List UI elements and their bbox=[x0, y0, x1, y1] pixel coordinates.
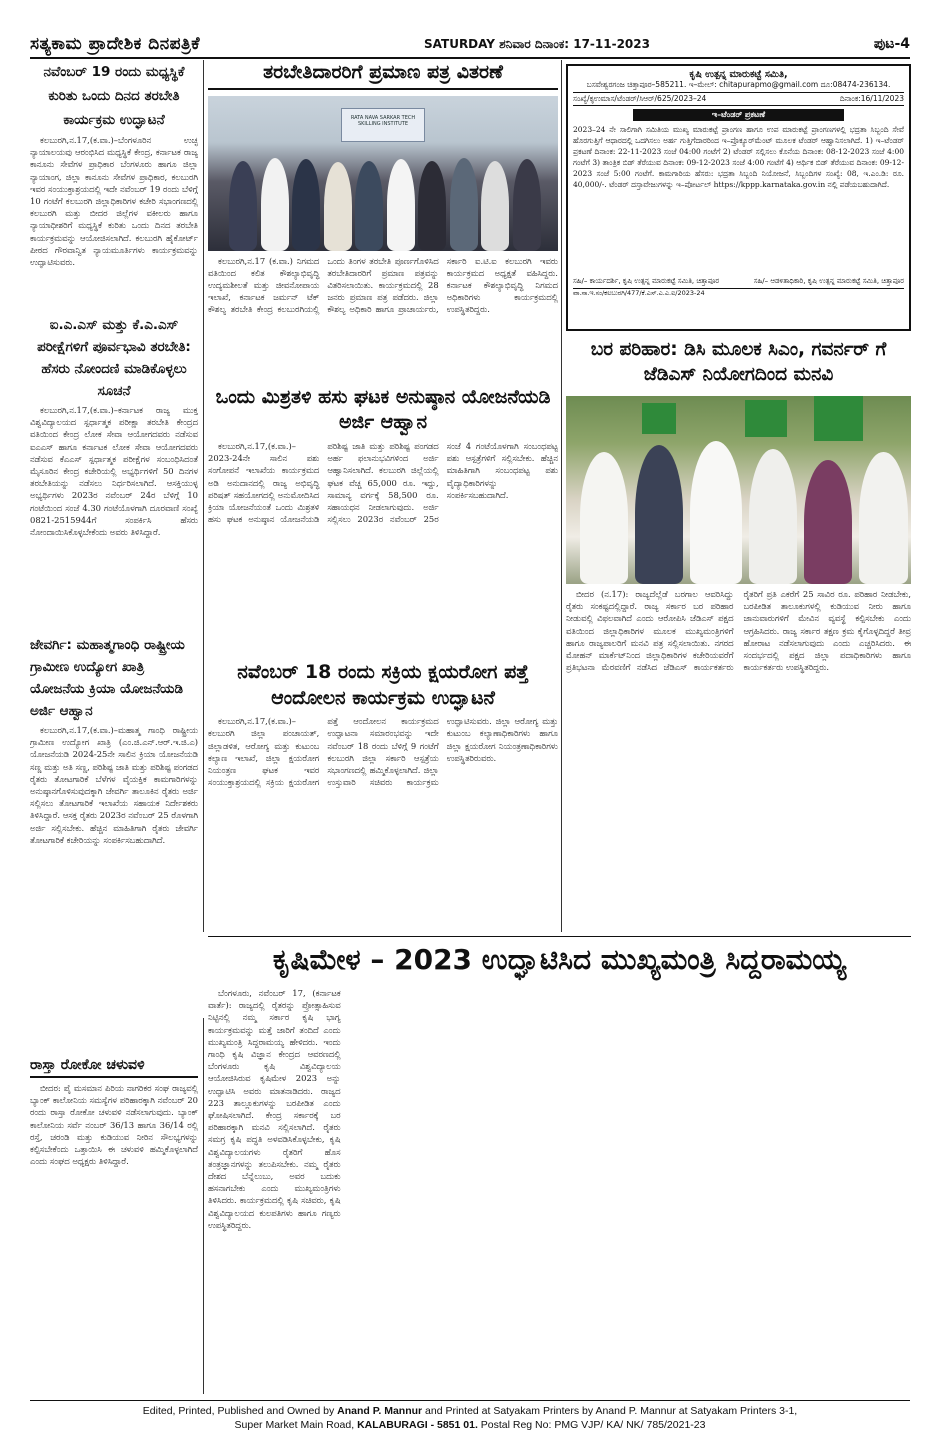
institute-banner bbox=[341, 108, 425, 142]
article-rasta-roko bbox=[30, 1054, 198, 1282]
masthead bbox=[30, 33, 910, 55]
article-body bbox=[208, 987, 911, 1359]
tender-sign-right: ಸಹಿ/– ಆಡಳಿತಾಧಿಕಾರಿ, ಕೃಷಿ ಉತ್ಪನ್ನ ಮಾರುಕಟ್ಟೆ ಸಮಿತಿ, ಚಿತ್ತಾಪೂರ bbox=[753, 277, 904, 285]
publisher-name: Anand P. Mannur bbox=[337, 1405, 423, 1417]
city-pin: KALABURAGI - 5851 01. bbox=[357, 1419, 478, 1431]
banner-text: RATA NAVA SARKAR TECH SKILLING INSTITUTE bbox=[350, 115, 416, 128]
person bbox=[749, 449, 797, 584]
article-body bbox=[30, 134, 198, 306]
headline: ತರಬೇತಿದಾರರಿಗೆ ಪ್ರಮಾಣ ಪತ್ರ ವಿತರಣೆ bbox=[208, 60, 558, 90]
article-body bbox=[30, 1082, 198, 1282]
footer-rule bbox=[30, 1400, 910, 1401]
article-body bbox=[30, 404, 198, 626]
person bbox=[804, 460, 852, 584]
article-body bbox=[566, 588, 911, 932]
headline: ಜೇವರ್ಗಿ: ಮಹಾತ್ಮಗಾಂಧಿ ರಾಷ್ಟ್ರೀಯ ಗ್ರಾಮೀಣ ಉದ್ಯೋಗ ಖಾತ್ರಿ ಯೋಜನೆಯ ಕ್ರಿಯಾ ಯೋಜನೆಯಡಿ ಅರ್ಜಿ ಆಹ್ವಾನ bbox=[30, 637, 185, 719]
column-divider bbox=[203, 60, 204, 932]
paragraph: ಬೀದರ: ಪೈ ಮಸಮಾನ ಪಿರಿಯ ನಾಗರಿಕರ ಸಂಘ ರಾಜ್ಯವಲ್ಲಿ ಬ್ಯಾಂಕ್ ಕಾಲೋನಿಯ ಸಮಸ್ಯೆಗಳ ಪರಿಹಾರಕ್ಕಾಗಿ ನವೆಂಬರ್ 20 ರಂದು ರಾಸ್ತಾ ರೋಕೋ ಚಳುವಳಿ ನಡೆಸಲಾಗುವುದು. ಬ್ಯಾಂಕ್ ಕಾಲೋನಿಯ ಸರ್ವೆ ನಂಬರ್ 36/13 ಹಾಗೂ 36/14 ರಲ್ಲಿ ರಸ್ತೆ, ಚರಂಡಿ ಮತ್ತು ಕುಡಿಯುವ ನೀರಿನ ಸೌಲಭ್ಯಗಳನ್ನು ಕಲ್ಪಿಸಬೇಕೆಂದು ಒತ್ತಾಯಿಸಿ ಈ ಚಳುವಳಿ ಹಮ್ಮಿಕೊಳ್ಳಲಾಗಿದೆ ಎಂದು ಸಂಘದ ಅಧ್ಯಕ್ಷರು ತಿಳಿಸಿದ್ದಾರೆ. bbox=[30, 1083, 198, 1167]
party-flag bbox=[642, 403, 677, 433]
tender-dipr-ref: ವಾ.ಸಾ.ಇ.ಸಂ/ಕಲಬುರಗಿ/477/ಕೆ.ಎಸ್.ಎ.ಎ.ಐ/2023-24 bbox=[573, 288, 904, 298]
paragraph: ಕಲಬುರಗಿ,ನ.17,(ಕ.ವಾ.)–ಬೆಂಗಳೂರಿನ ಉಚ್ಛ ನ್ಯಾಯಾಲಯವು ಆರಂಭಿಸಿದ ಮಧ್ಯಸ್ಥಿಕೆ ಕೇಂದ್ರ, ಕರ್ನಾಟಕ ರಾಜ್ಯ ಕಾನೂನು ಸೇವೆಗಳ ಪ್ರಾಧಿಕಾರ ಬೆಂಗಳೂರು ಹಾಗೂ ಜಿಲ್ಲಾ ನ್ಯಾಯಾಂಗ, ಜಿಲ್ಲಾ ಕಾನೂನು ಸೇವೆಗಳ ಪ್ರಾಧಿಕಾರ, ಕಲಬುರಗಿ ಇವರ ಸಂಯುಕ್ತಾಶ್ರಯದಲ್ಲಿ ಇದೇ ನವೆಂಬರ್ 19 ರಂದು ಬೆಳಿಗ್ಗೆ 10 ಗಂಟೆಗೆ ಕಲಬುರಗಿ ಜಿಲ್ಲಾಧಿಕಾರಿಗಳ ಕಚೇರಿ ಸಭಾಂಗಣದಲ್ಲಿ ಕಲಬುರಗಿ ಮತ್ತು ಬೀದರ ಜಿಲ್ಲೆಗಳ ವಕೀಲರು ಹಾಗೂ ನ್ಯಾಯಾಧೀಶರಿಗೆ ಮಧ್ಯಸ್ಥಿಕೆ ಕುರಿತು ಒಂದು ದಿನದ ತರಬೇತಿ ಕಾರ್ಯಕ್ರಮವನ್ನು ಆಯೋಜಿಸಲಾಗಿದೆ. ಕಲಬುರಗಿ ಹೈಕೋರ್ಟ್ ಪೀಠದ ಗೌರವಾನ್ವಿತ ನ್ಯಾಯಮೂರ್ತಿಗಳು ಕಾರ್ಯಕ್ರಮವನ್ನು ಉದ್ಘಾಟಿಸುವರು. bbox=[30, 135, 198, 268]
article-kisan-training bbox=[30, 60, 198, 306]
paragraph: ಕಲಬುರಗಿ,ನ.17,(ಕ.ವಾ.)–ಕಲಬುರಗಿ ಜಿಲ್ಲಾ ಪಂಚಾಯತ್, ಜಿಲ್ಲಾಡಳಿತ, ಆರೋಗ್ಯ ಮತ್ತು ಕುಟುಂಬ ಕಲ್ಯಾಣ ಇಲಾಖೆ, ಜಿಲ್ಲಾ ಕ್ಷಯರೋಗ ನಿಯಂತ್ರಣ ಘಟಕ ಇವರ ಸಂಯುಕ್ತಾಶ್ರಯದಲ್ಲಿ ಸಕ್ರಿಯ ಕ್ಷಯರೋಗ ಪತ್ತೆ ಆಂದೋಲನ ಕಾರ್ಯಕ್ರಮದ ಉದ್ಘಾಟನಾ ಸಮಾರಂಭವನ್ನು ಇದೇ ನವೆಂಬರ್ 18 ರಂದು ಬೆಳಿಗ್ಗೆ 9 ಗಂಟೆಗೆ ಕಲಬುರಗಿ ಜಿಲ್ಲಾ ಸರ್ಕಾರಿ ಆಸ್ಪತ್ರೆಯ ಸಭಾಂಗಣದಲ್ಲಿ ಹಮ್ಮಿಕೊಳ್ಳಲಾಗಿದೆ. ಜಿಲ್ಲಾ ಉಸ್ತುವಾರಿ ಸಚಿವರು ಕಾರ್ಯಕ್ರಮ ಉದ್ಘಾಟಿಸುವರು. ಜಿಲ್ಲಾ ಆರೋಗ್ಯ ಮತ್ತು ಕುಟುಂಬ ಕಲ್ಯಾಣಾಧಿಕಾರಿಗಳು ಹಾಗೂ ಜಿಲ್ಲಾ ಕ್ಷಯರೋಗ ನಿಯಂತ್ರಣಾಧಿಕಾರಿಗಳು ಉಪಸ್ಥಿತರಿರುವರು. bbox=[208, 716, 558, 788]
headline: ಒಂದು ಮಿಶ್ರತಳಿ ಹಸು ಘಟಕ ಅನುಷ್ಠಾನ ಯೋಜನೆಯಡಿ ಅರ್ಜಿ ಆಹ್ವಾನ bbox=[215, 385, 551, 434]
paragraph: ಬೀದರ (ನ.17): ರಾಜ್ಯದೆಲ್ಲೆಡೆ ಬರಗಾಲ ಆವರಿಸಿದ್ದು ರೈತರು ಸಂಕಷ್ಟದಲ್ಲಿದ್ದಾರೆ. ರಾಜ್ಯ ಸರ್ಕಾರ ಬರ ಪರಿಹಾರ ನೀಡುವಲ್ಲಿ ವಿಫಲವಾಗಿದೆ ಎಂದು ಆರೋಪಿಸಿ ಜೆಡಿಎಸ್ ಪಕ್ಷದ ವತಿಯಿಂದ ಜಿಲ್ಲಾಧಿಕಾರಿಗಳ ಮೂಲಕ ಮುಖ್ಯಮಂತ್ರಿಗಳಿಗೆ ಹಾಗೂ ರಾಜ್ಯಪಾಲರಿಗೆ ಮನವಿ ಪತ್ರ ಸಲ್ಲಿಸಲಾಯಿತು. ನಗರದ ಮೋಹನ್ ಮಾರ್ಕೆಟ್‌ನಿಂದ ಜಿಲ್ಲಾಧಿಕಾರಿಗಳ ಕಚೇರಿಯವರೆಗೆ ಪ್ರತಿಭಟನಾ ಮೆರವಣಿಗೆ ನಡೆಸಿದ ಜೆಡಿಎಸ್ ಕಾರ್ಯಕರ್ತರು ರೈತರಿಗೆ ಪ್ರತಿ ಎಕರೆಗೆ 25 ಸಾವಿರ ರೂ. ಪರಿಹಾರ ನೀಡಬೇಕು, ಬರಪೀಡಿತ ತಾಲೂಕುಗಳಲ್ಲಿ ಕುಡಿಯುವ ನೀರು ಹಾಗೂ ಜಾನುವಾರುಗಳಿಗೆ ಮೇವಿನ ವ್ಯವಸ್ಥೆ ಕಲ್ಪಿಸಬೇಕು ಎಂದು ಆಗ್ರಹಿಸಿದರು. ರಾಜ್ಯ ಸರ್ಕಾರ ತಕ್ಷಣ ಕ್ರಮ ಕೈಗೊಳ್ಳದಿದ್ದರೆ ತೀವ್ರ ಹೋರಾಟ ನಡೆಸಲಾಗುವುದು ಎಂದು ಎಚ್ಚರಿಸಿದರು. ಈ ಸಂದರ್ಭದಲ್ಲಿ ಪಕ್ಷದ ಜಿಲ್ಲಾ ಪದಾಧಿಕಾರಿಗಳು ಹಾಗೂ ಕಾರ್ಯಕರ್ತರು ಉಪಸ್ಥಿತರಿದ್ದರು. bbox=[566, 588, 911, 673]
tender-title: ಕೃಷಿ ಉತ್ಪನ್ನ ಮಾರುಕಟ್ಟೆ ಸಮಿತಿ, bbox=[689, 69, 788, 80]
paragraph: ಬೆಂಗಳೂರು, ನವೆಂಬರ್ 17, (ಕರ್ನಾಟಕ ವಾರ್ತೆ): ರಾಜ್ಯದಲ್ಲಿ ರೈತರನ್ನು ಪ್ರೋತ್ಸಾಹಿಸುವ ನಿಟ್ಟಿನಲ್ಲಿ ನಮ್ಮ ಸರ್ಕಾರ ಕೃಷಿ ಭಾಗ್ಯ ಕಾರ್ಯಕ್ರಮವನ್ನು ಮತ್ತೆ ಜಾರಿಗೆ ತಂದಿದೆ ಎಂದು ಮುಖ್ಯಮಂತ್ರಿ ಸಿದ್ದರಾಮಯ್ಯ ಹೇಳಿದರು. ಇಂದು ಗಾಂಧಿ ಕೃಷಿ ವಿಜ್ಞಾನ ಕೇಂದ್ರದ ಆವರಣದಲ್ಲಿ ಬೆಂಗಳೂರು ಕೃಷಿ ವಿಶ್ವವಿದ್ಯಾಲಯ ಆಯೋಜಿಸಿರುವ ಕೃಷಿಮೇಳ 2023 ಅನ್ನು ಉದ್ಘಾಟಿಸಿ ಅವರು ಮಾತನಾಡಿದರು. ರಾಜ್ಯದ 223 ತಾಲ್ಲೂಕುಗಳನ್ನು ಬರಪೀಡಿತ ಎಂದು ಘೋಷಿಸಲಾಗಿದೆ. ಕೇಂದ್ರ ಸರ್ಕಾರಕ್ಕೆ ಬರ ಪರಿಹಾರಕ್ಕಾಗಿ ಮನವಿ ಸಲ್ಲಿಸಲಾಗಿದೆ. ರೈತರು ಸಮಗ್ರ ಕೃಷಿ ಪದ್ಧತಿ ಅಳವಡಿಸಿಕೊಳ್ಳಬೇಕು, ಕೃಷಿ ವಿಶ್ವವಿದ್ಯಾಲಯಗಳು ರೈತರಿಗೆ ಹೊಸ ತಂತ್ರಜ್ಞಾನಗಳನ್ನು ತಲುಪಿಸಬೇಕು. ನಮ್ಮ ರೈತರು ದೇಶದ ಬೆನ್ನೆಲುಬು, ಅವರ ಬದುಕು ಹಸನಾಗಬೇಕು ಎಂದು ಮುಖ್ಯಮಂತ್ರಿಗಳು ತಿಳಿಸಿದರು. ಕಾರ್ಯಕ್ರಮದಲ್ಲಿ ಕೃಷಿ ಸಚಿವರು, ಕೃಷಿ ವಿಶ್ವವಿದ್ಯಾಲಯದ ಕುಲಪತಿಗಳು ಹಾಗೂ ಗಣ್ಯರು ಉಪಸ್ಥಿತರಿದ್ದರು. bbox=[208, 988, 341, 1230]
person bbox=[387, 159, 415, 250]
imprint-text: and Printed at Satyakam Printers by Anand P. Mannur at Satyakam Printers 3-1, bbox=[422, 1405, 798, 1417]
tender-notice bbox=[566, 64, 911, 331]
article-body bbox=[208, 715, 558, 915]
tender-ref-no: ಸಂಖ್ಯೆ/ಕೃಉಮಾಸ/ಟೆಂಡರ್/ಸಿಆರ್/625/2023–24 bbox=[573, 94, 707, 103]
headline: ನವೆಂಬರ್ 19 ರಂದು ಮಧ್ಯಸ್ಥಿಕೆ ಕುರಿತು ಒಂದು ದಿನದ ತರಬೇತಿ ಕಾರ್ಯಕ್ರಮ ಉದ್ಘಾಟನೆ bbox=[43, 64, 185, 128]
person bbox=[859, 452, 907, 584]
paragraph: ಕಲಬುರಗಿ,ನ.17,(ಕ.ವಾ.)–2023-24ನೇ ಸಾಲಿನ ಪಶು ಸಂಗೋಪನೆ ಇಲಾಖೆಯ ಕಾರ್ಯಕ್ರಮದ ಅಡಿ ಅನುದಾನದಲ್ಲಿ ರಾಜ್ಯ ಅಭಿವೃದ್ಧಿ ಪರಿಷತ್ ಸಹಯೋಗದಲ್ಲಿ ಅನುಮೋದಿಸಿದ ಕ್ರಿಯಾ ಯೋಜನೆಯಂತೆ ಒಂದು ಮಿಶ್ರತಳಿ ಹಸು ಘಟಕ ಅನುಷ್ಠಾನ ಯೋಜನೆಯಡಿ ಪರಿಶಿಷ್ಟ ಜಾತಿ ಮತ್ತು ಪರಿಶಿಷ್ಟ ಪಂಗಡದ ಅರ್ಹ ಫಲಾನುಭವಿಗಳಿಂದ ಅರ್ಜಿ ಆಹ್ವಾನಿಸಲಾಗಿದೆ. ಕಲಬುರಗಿ ಜಿಲ್ಲೆಯಲ್ಲಿ ಘಟಕ ವೆಚ್ಚ 65,000 ರೂ. ಇದ್ದು, ಸಾಮಾನ್ಯ ವರ್ಗಕ್ಕೆ 58,500 ರೂ. ಸಹಾಯಧನ ನೀಡಲಾಗುವುದು. ಅರ್ಜಿ ಸಲ್ಲಿಸಲು 2023ರ ನವೆಂಬರ್ 25ರ ಸಂಜೆ 4 ಗಂಟೆಯೊಳಗಾಗಿ ಸಂಬಂಧಪಟ್ಟ ಪಶು ಆಸ್ಪತ್ರೆಗಳಿಗೆ ಸಲ್ಲಿಸಬೇಕು. ಹೆಚ್ಚಿನ ಮಾಹಿತಿಗಾಗಿ ಸಂಬಂಧಪಟ್ಟ ಪಶು ವೈದ್ಯಾಧಿಕಾರಿಗಳನ್ನು ಸಂಪರ್ಕಿಸಬಹುದಾಗಿದೆ. bbox=[208, 440, 558, 525]
person bbox=[580, 452, 628, 584]
column-divider bbox=[203, 1018, 204, 1394]
article-krishimela bbox=[208, 942, 911, 1397]
person bbox=[450, 158, 478, 251]
column-divider bbox=[561, 60, 562, 932]
tender-sign-left: ಸಹಿ/– ಕಾರ್ಯದರ್ಶಿ, ಕೃಷಿ ಉತ್ಪನ್ನ ಮಾರುಕಟ್ಟೆ ಸಮಿತಿ, ಚಿತ್ತಾಪೂರ bbox=[573, 277, 720, 285]
article-ias-kas bbox=[30, 314, 198, 626]
middle-column bbox=[208, 60, 558, 930]
person bbox=[292, 159, 320, 250]
masthead-rule bbox=[30, 57, 910, 59]
person bbox=[481, 161, 509, 251]
tender-signatures bbox=[573, 277, 904, 286]
person bbox=[513, 159, 541, 250]
headline: ರಾಸ್ತಾ ರೋಕೋ ಚಳುವಳಿ bbox=[30, 1054, 198, 1078]
person bbox=[690, 441, 742, 584]
imprint-text: Edited, Printed, Published and Owned by bbox=[142, 1405, 338, 1417]
tender-ref-row bbox=[573, 92, 904, 106]
tender-body: 2023–24 ನೇ ಸಾಲಿಗಾಗಿ ಸಮಿತಿಯ ಮುಖ್ಯ ಮಾರುಕಟ್ಟೆ ಪ್ರಾಂಗಣ ಹಾಗೂ ಉಪ ಮಾರುಕಟ್ಟೆ ಪ್ರಾಂಗಣಗಳಲ್ಲಿ ಭದ್ರತಾ ಸಿಬ್ಬಂದಿ ಸೇವೆ ಹೊರಗುತ್ತಿಗೆ ಆಧಾರದಲ್ಲಿ ಒದಗಿಸಲು ಅರ್ಹ ಗುತ್ತಿಗೆದಾರರಿಂದ ಇ–ಪ್ರೊಕ್ಯೂರ್‌ಮೆಂಟ್ ಮೂಲಕ ಟೆಂಡರ್ ಆಹ್ವಾನಿಸಲಾಗಿದೆ. 1) ಇ–ಟೆಂಡರ್ ಪ್ರಕಟಣೆ ದಿನಾಂಕ: 22-11-2023 ಸಂಜೆ 04:00 ಗಂಟೆಗೆ 2) ಟೆಂಡರ್ ಸಲ್ಲಿಸಲು ಕೊನೆಯ ದಿನಾಂಕ: 08-12-2023 ಸಂಜೆ 4:00 ಗಂಟೆಗೆ 3) ತಾಂತ್ರಿಕ ಬಿಡ್ ತೆರೆಯುವ ದಿನಾಂಕ: 09-12-2023 ಸಂಜೆ 4:00 ಗಂಟೆಗೆ 4) ಆರ್ಥಿಕ ಬಿಡ್ ತೆರೆಯುವ ದಿನಾಂಕ: 09-12-2023 ಸಂಜೆ 5:00 ಗಂಟೆಗೆ. ಕಾಮಗಾರಿಯ ಹೆಸರು: ಭದ್ರತಾ ಸಿಬ್ಬಂದಿ ನಿಯೋಜನೆ, ಸಿಬ್ಬಂದಿಗಳ ಸಂಖ್ಯೆ: 08, ಇ.ಎಂ.ಡಿ: ರೂ. 40,000/-. ಟೆಂಡರ್ ದಸ್ತಾವೇಜುಗಳನ್ನು ಇ–ಪೋರ್ಟಲ್ https://kppp.karnataka.gov.in ನಲ್ಲಿ ಪಡೆಯಬಹುದಾಗಿದೆ. bbox=[573, 125, 904, 189]
tender-address: ಬಸವೇಶ್ವರಗಂಜ ಚಿತ್ತಾಪೂರ–585211. ಇ–ಮೇಲ್: chitapurapmo@gmail.com ದೂ:08474-236134. bbox=[586, 80, 891, 89]
person bbox=[324, 162, 352, 250]
imprint-text: Super Market Main Road, bbox=[234, 1419, 358, 1431]
article-drought bbox=[566, 338, 911, 932]
imprint-footer bbox=[30, 1404, 910, 1432]
issue-date: SATURDAY ಶನಿವಾರ ದಿನಾಂಕ: 17-11-2023 bbox=[424, 36, 650, 51]
imprint-line-2 bbox=[30, 1418, 910, 1432]
party-flag bbox=[745, 400, 786, 438]
headline: ಕೃಷಿಮೇಳ – 2023 ಉದ್ಘಾಟಿಸಿದ ಮುಖ್ಯಮಂತ್ರಿ ಸಿದ್ದರಾಮಯ್ಯ bbox=[272, 943, 847, 976]
left-column bbox=[30, 60, 198, 1400]
newspaper-name: ಸತ್ಯಕಾಮ ಪ್ರಾದೇಶಿಕ ದಿನಪತ್ರಿಕೆ bbox=[30, 34, 201, 54]
paragraph: ಕಲಬುರಗಿ,ನ.17 (ಕ.ವಾ.) ನಿಗಮದ ವತಿಯಿಂದ ಕಲಿತ ಕೌಶಲ್ಯಾಭಿವೃದ್ಧಿ ಉದ್ಯಮಶೀಲತೆ ಮತ್ತು ಜೀವನೋಪಾಯ ಇಲಾಖೆ, ಕರ್ನಾಟಕ ಜರ್ಮನ್ ಟೆಕ್ ಕೌಶಲ್ಯ ತರಬೇತಿ ಕೇಂದ್ರ ಕಲಬುರಗಿಯಲ್ಲಿ ಒಂದು ತಿಂಗಳ ತರಬೇತಿ ಪೂರ್ಣಗೊಳಿಸಿದ ತರಬೇತಿದಾರರಿಗೆ ಪ್ರಮಾಣ ಪತ್ರವನ್ನು ವಿತರಿಸಲಾಯಿತು. ಕಾರ್ಯಕ್ರಮದಲ್ಲಿ 28 ಜನರು ಪ್ರಮಾಣ ಪತ್ರ ಪಡೆದರು. ಜಿಲ್ಲಾ ಕೌಶಲ್ಯ ಅಧಿಕಾರಿ ಹಾಗೂ ಪ್ರಾಚಾರ್ಯರು, ಸರ್ಕಾರಿ ಐ.ಟಿ.ಐ ಕಲಬುರಗಿ ಇವರು ಕಾರ್ಯಕ್ರಮದ ಅಧ್ಯಕ್ಷತೆ ವಹಿಸಿದ್ದರು. ಕರ್ನಾಟಕ ಕೌಶಲ್ಯಾಭಿವೃದ್ಧಿ ನಿಗಮದ ಅಧಿಕಾರಿಗಳು ಕಾರ್ಯಕ್ರಮದಲ್ಲಿ ಉಪಸ್ಥಿತರಿದ್ದರು. bbox=[208, 255, 558, 315]
certificate-ceremony-photo bbox=[208, 96, 558, 251]
person bbox=[261, 158, 289, 251]
postal-reg: Postal Reg No: PMG VJP/ KA/ NK/ 785/2021-23 bbox=[477, 1419, 706, 1431]
article-nrega bbox=[30, 634, 198, 1044]
paragraph: ಕಲಬುರಗಿ,ನ.17,(ಕ.ವಾ.)–ಕರ್ನಾಟಕ ರಾಜ್ಯ ಮುಕ್ತ ವಿಶ್ವವಿದ್ಯಾಲಯದ ಸ್ಪರ್ಧಾತ್ಮಕ ಪರೀಕ್ಷಾ ತರಬೇತಿ ಕೇಂದ್ರದ ವತಿಯಿಂದ ಕೇಂದ್ರ ಲೋಕ ಸೇವಾ ಆಯೋಗದವರು ನಡೆಸುವ ಐಎಎಸ್ ಹಾಗೂ ಕರ್ನಾಟಕ ಲೋಕ ಸೇವಾ ಆಯೋಗದವರು ನಡೆಸುವ ಕೆಎಎಸ್ ಸ್ಪರ್ಧಾತ್ಮಕ ಪರೀಕ್ಷೆಗಳ ಸಂಬಂಧಿಸಿದಂತೆ ಮೈಸೂರಿನ ಕೇಂದ್ರ ಕಚೇರಿಯಲ್ಲಿ ಅಭ್ಯರ್ಥಿಗಳಿಗೆ 50 ದಿನಗಳ ತರಬೇತಿಯನ್ನು ನಡೆಸಲು ನಿರ್ಧರಿಸಲಾಗಿದೆ. ಆಸಕ್ತಿಯುಳ್ಳ ಅಭ್ಯರ್ಥಿಗಳು 2023ರ ನವೆಂಬರ್ 24ರ ಬೆಳಿಗ್ಗೆ 10 ಗಂಟೆಯಿಂದ ಸಂಜೆ 4.30 ಗಂಟೆಯೊಳಗಾಗಿ ದೂರವಾಣಿ ಸಂಖ್ಯೆ 0821-2515944ಗೆ ಸಂಪರ್ಕಿಸಿ ಹೆಸರು ನೋಂದಾಯಿಸಿಕೊಳ್ಳಬೇಕೆಂದು ಅವರು ತಿಳಿಸಿದ್ದಾರೆ. bbox=[30, 405, 198, 538]
section-rule bbox=[208, 936, 911, 937]
person bbox=[229, 161, 257, 251]
person bbox=[355, 161, 383, 251]
person bbox=[418, 161, 446, 251]
person bbox=[635, 445, 683, 584]
jds-delegation-photo bbox=[566, 396, 911, 584]
party-flag bbox=[814, 396, 862, 441]
headline: ಬರ ಪರಿಹಾರ: ಡಿಸಿ ಮೂಲಕ ಸಿಎಂ, ಗವರ್ನರ್ ಗೆ ಜೆಡಿಎಸ್ ನಿಯೋಗದಿಂದ ಮನವಿ bbox=[590, 339, 887, 385]
article-body bbox=[208, 255, 558, 375]
headline: ನವೆಂಬರ್ 18 ರಂದು ಸಕ್ರಿಯ ಕ್ಷಯರೋಗ ಪತ್ತೆ ಆಂದೋಲನ ಕಾರ್ಯಕ್ರಮ ಉದ್ಘಾಟನೆ bbox=[237, 660, 529, 709]
page-number: ಪುಟ-4 bbox=[873, 36, 910, 52]
paragraph: ಕಲಬುರಗಿ,ನ.17,(ಕ.ವಾ.)–ಮಹಾತ್ಮ ಗಾಂಧಿ ರಾಷ್ಟ್ರೀಯ ಗ್ರಾಮೀಣ ಉದ್ಯೋಗ ಖಾತ್ರಿ (ಎಂ.ಜಿ.ಎನ್.ಆರ್.ಇ.ಜಿ.ಎ) ಯೋಜನೆಯಡಿ 2024-25ನೇ ಸಾಲಿನ ಕ್ರಿಯಾ ಯೋಜನೆಯಡಿ ಸಣ್ಣ ಮತ್ತು ಅತಿ ಸಣ್ಣ, ಪರಿಶಿಷ್ಟ ಜಾತಿ ಮತ್ತು ಪರಿಶಿಷ್ಟ ಪಂಗಡದ ರೈತರು ತೋಟಗಾರಿಕೆ ಬೆಳೆಗಳ ವೈಯಕ್ತಿಕ ಕಾಮಗಾರಿಗಳನ್ನು ಅನುಷ್ಠಾನಗೊಳಿಸುವುದಕ್ಕಾಗಿ ಜೇವರ್ಗಿ ತಾಲೂಕಿನ ರೈತರು ಅರ್ಜಿ ಸಲ್ಲಿಸಲು ತೋಟಗಾರಿಕೆ ಇಲಾಖೆಯ ಸಹಾಯಕ ನಿರ್ದೇಶಕರು ತಿಳಿಸಿದ್ದಾರೆ. ಆಸಕ್ತ ರೈತರು 2023ರ ನವೆಂಬರ್ 25 ರೊಳಗಾಗಿ ಅರ್ಜಿ ಸಲ್ಲಿಸಬೇಕು. ಹೆಚ್ಚಿನ ಮಾಹಿತಿಗಾಗಿ ರೈತರು ಜೇವರ್ಗಿ ತೋಟಗಾರಿಕೆ ಕಚೇರಿಯನ್ನು ಸಂಪರ್ಕಿಸಬಹುದಾಗಿದೆ. bbox=[30, 725, 198, 845]
headline: ಐ.ಎ.ಎಸ್ ಮತ್ತು ಕೆ.ಎ.ಎಸ್ ಪರೀಕ್ಷೆಗಳಿಗೆ ಪೂರ್ವಭಾವಿ ತರಬೇತಿ: ಹೆಸರು ನೋಂದಣಿ ಮಾಡಿಕೊಳ್ಳಲು ಸೂಚನೆ bbox=[37, 317, 191, 399]
article-body bbox=[208, 440, 558, 650]
tender-notice-label: ಇ–ಟೆಂಡರ್ ಪ್ರಕಟಣೆ bbox=[633, 109, 844, 121]
article-body bbox=[30, 724, 198, 1044]
imprint-line-1 bbox=[30, 1404, 910, 1418]
tender-ref-date: ದಿನಾಂಕ:16/11/2023 bbox=[839, 94, 904, 103]
